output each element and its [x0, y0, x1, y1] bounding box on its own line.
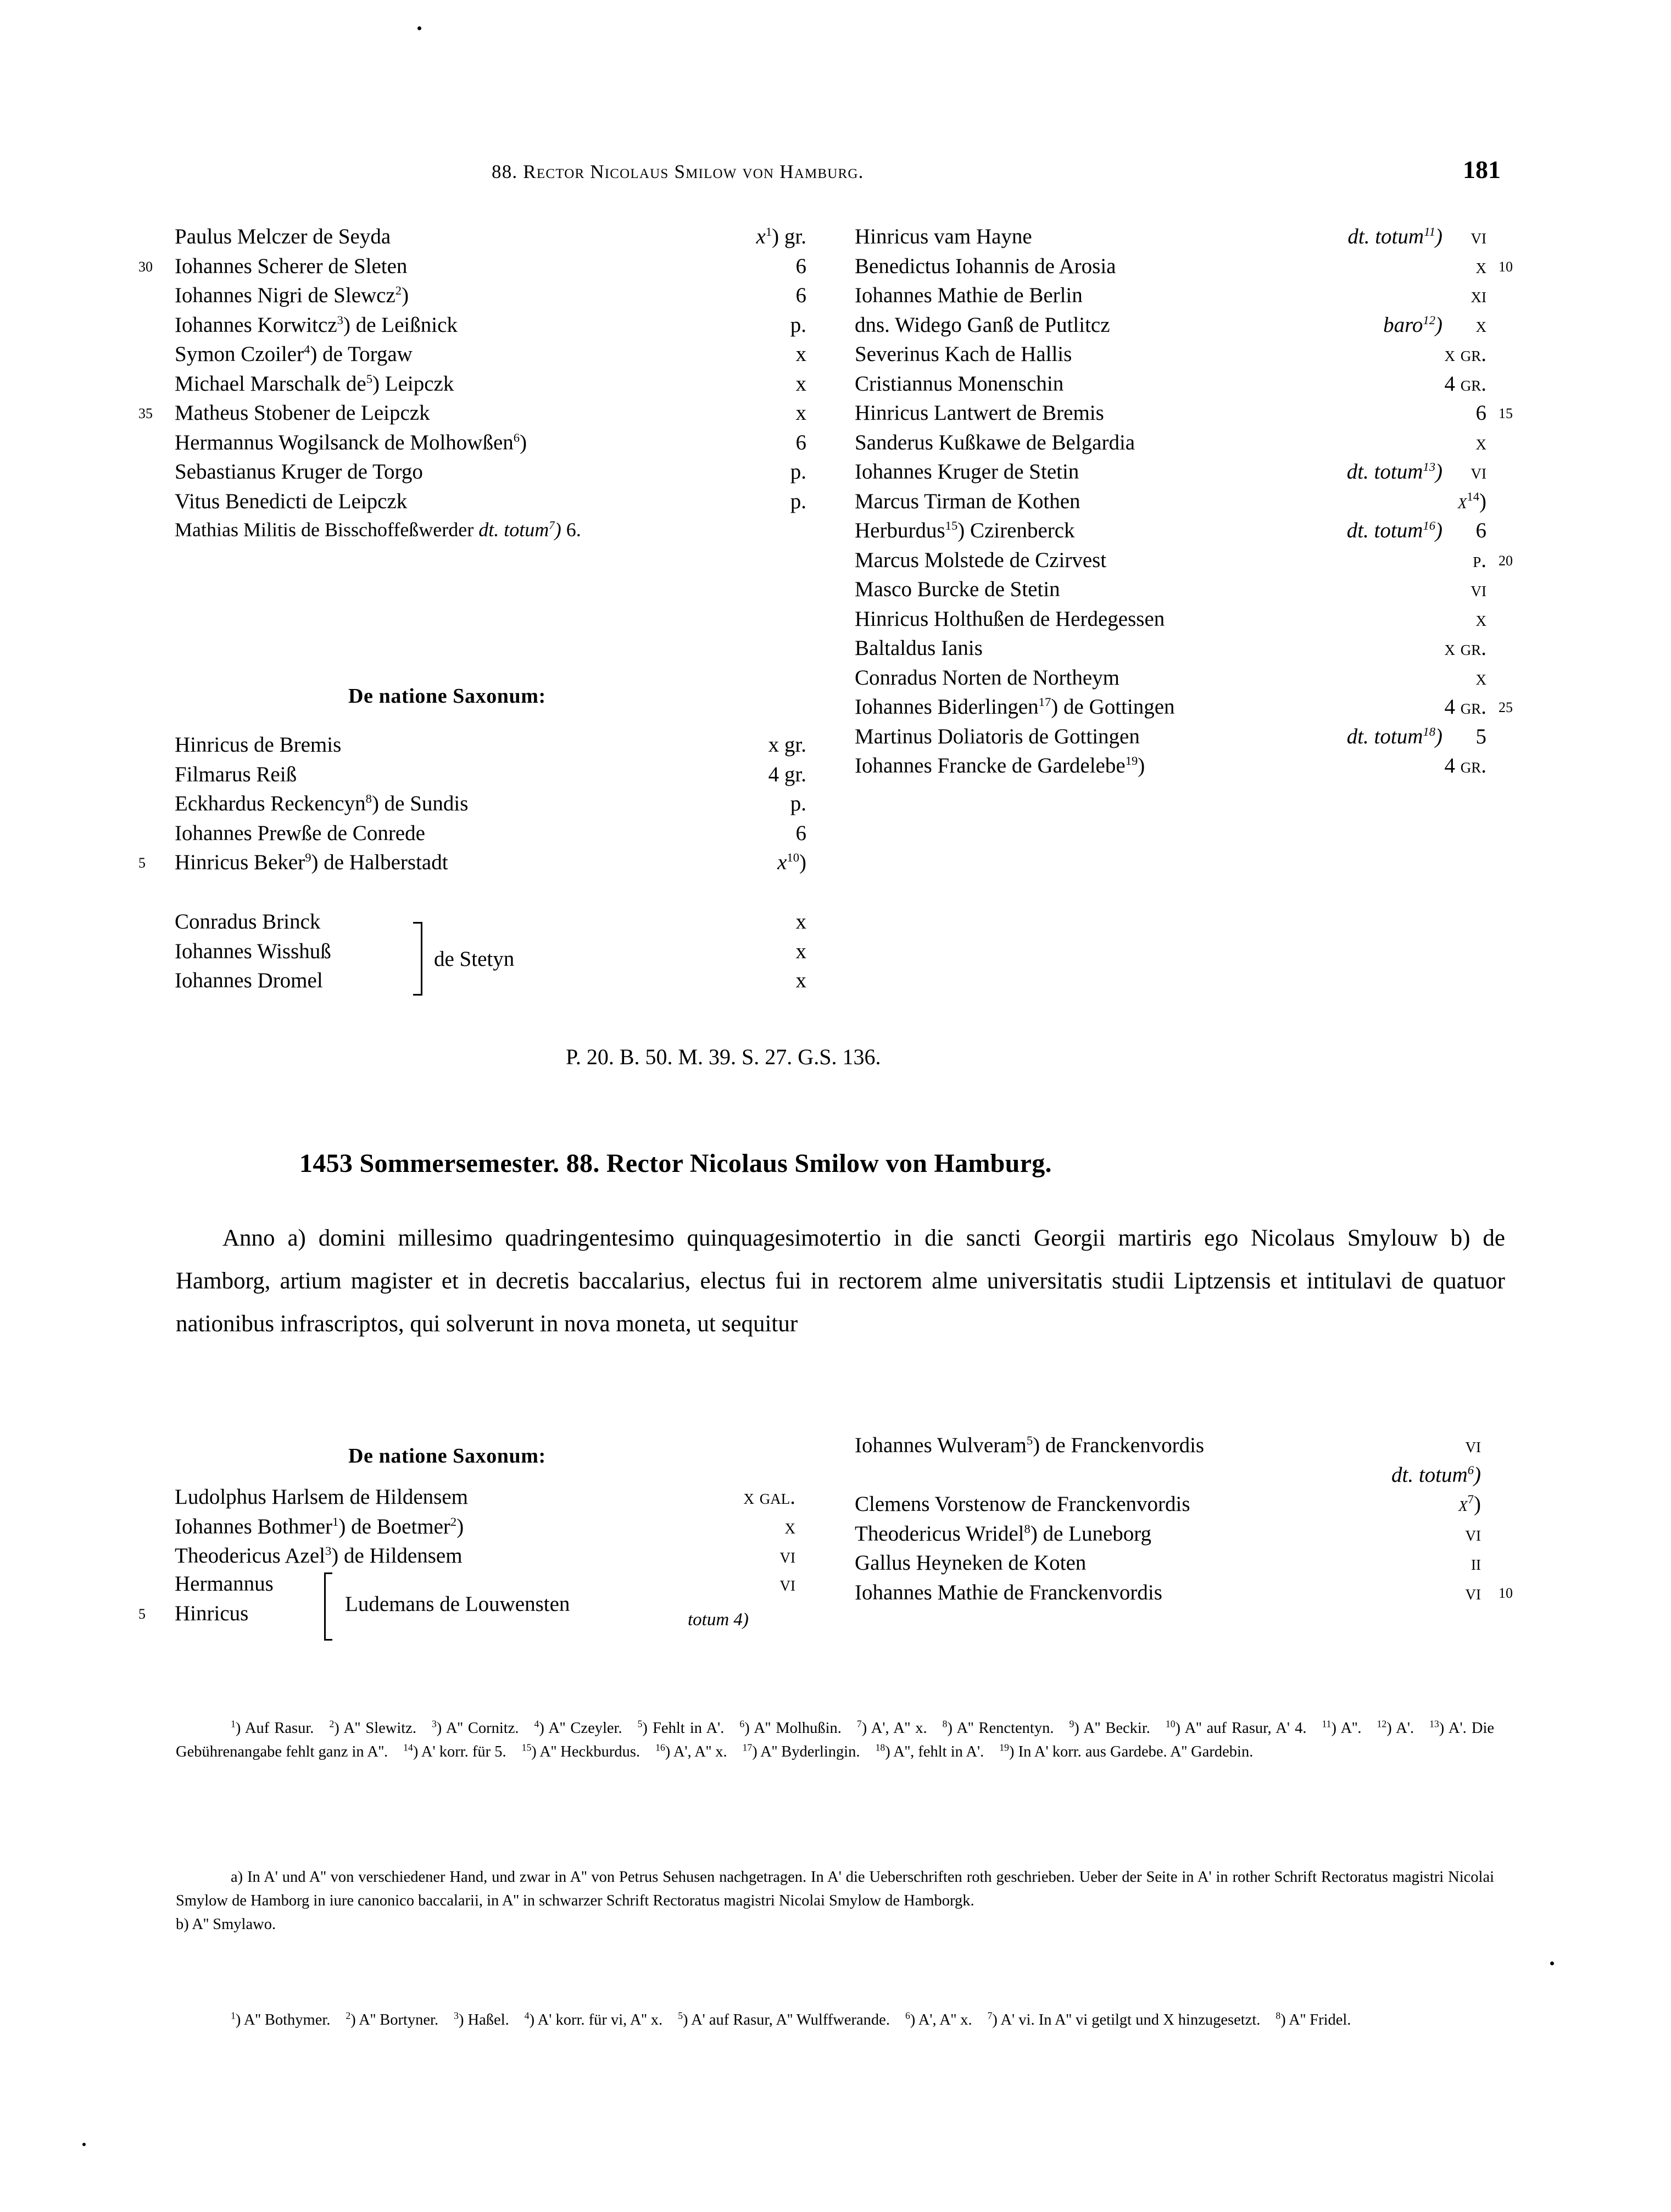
section-title: 1453 Sommersemester. 88. Rector Nicolaus Smilow von Hamburg.: [299, 1149, 1052, 1178]
footnotes-alphabetic: [176, 1865, 1494, 1936]
footnote-text: A', A'' x.: [871, 1720, 927, 1737]
entry-name: Benedictus Iohannis de Arosia: [855, 254, 1116, 278]
entry-amount: p.: [790, 313, 806, 337]
footnote-number: 12: [1377, 1718, 1387, 1730]
italic-note: dt. totum$^7$): [478, 519, 561, 541]
footnote-ref: 6: [513, 430, 520, 444]
entry-amount: 6: [795, 254, 806, 278]
entry-row: [175, 313, 823, 342]
brace-sublabel-text: totum 4): [688, 1610, 749, 1630]
entry-amount: 6: [795, 284, 806, 307]
footnote-ref: 3: [325, 1544, 332, 1558]
entry-italic-note: baro$^{12}$): [1383, 313, 1442, 337]
entry-amount: vi: [1471, 225, 1486, 248]
footnote-ref: 1: [332, 1514, 339, 1529]
scan-speck: [1550, 1961, 1554, 1965]
brace-group-label-ludemans: Ludemans de Louwensten: [345, 1592, 570, 1616]
paragraph-text: Anno a) domini millesimo quadringentesimo quinquagesimotertio in die sancti Georgii martiris ego Nicolaus Smylouw b) de Hamborg, artium magister et in decretis baccalarius, electus fui in rectorem alme universitatis studii Liptzensis et intitulavi de quatuor nationibus infrascriptos, qui solverunt in nova moneta, ut sequitur: [176, 1225, 1505, 1337]
entry-row: [855, 1580, 1519, 1610]
entry-amount: 4 gr.: [1444, 695, 1486, 719]
line-number: 20: [1499, 552, 1513, 569]
footnote-number: 1: [231, 2010, 236, 2021]
new-section-left-column: [175, 1485, 834, 1573]
entry-name: Iohannes Dromel: [175, 969, 323, 992]
footnote-number: 10: [1165, 1718, 1176, 1730]
entry-row: [175, 732, 823, 762]
footnote-ref: 7: [549, 519, 555, 532]
footnote-ref: 8: [365, 792, 372, 805]
entry-amount: x: [1475, 313, 1486, 337]
line-number: 10: [1499, 258, 1513, 275]
entry-row: [855, 724, 1519, 754]
entry-name: Clemens Vorstenow de Franckenvordis: [855, 1492, 1190, 1516]
entry-row: [175, 762, 823, 792]
footnote-text: A' vi. In A'' vi getilgt und X hinzugesetzt.: [1000, 2011, 1261, 2028]
entry-name: Eckhardus Reckencyn$^8$) de Sundis: [175, 792, 469, 815]
footnote-ref: 15: [945, 519, 958, 532]
entry-name: Gallus Heyneken de Koten: [855, 1551, 1087, 1575]
footnote-text: A'' Slewitz.: [343, 1720, 416, 1737]
entry-name: Hinricus de Bremis: [175, 733, 342, 757]
footnote-text: A'' Heckburdus.: [539, 1743, 640, 1760]
entry-name: Hinricus Lantwert de Bremis: [855, 401, 1104, 425]
entry-italic-note: dt. totum$^{13}$): [1346, 460, 1442, 483]
entry-amount: vi: [1471, 460, 1486, 483]
entry-amount: x gr.: [1444, 636, 1486, 660]
entry-name: Severinus Kach de Hallis: [855, 342, 1072, 366]
footnote-number: b): [176, 1916, 189, 1933]
entry-row: [855, 694, 1519, 724]
footnote-ref: 3: [337, 313, 343, 327]
entry-amount: 4 gr.: [1444, 754, 1486, 777]
footnote-number: 19: [999, 1742, 1009, 1753]
entry-row: [175, 430, 823, 460]
entry-row: [855, 753, 1519, 783]
entry-name: Iohannes Prewße de Conrede: [175, 821, 425, 845]
entry-name: Symon Czoiler$^4$) de Torgaw: [175, 342, 413, 366]
entry-amount: vi: [779, 1572, 795, 1596]
saxonum-heading-new: De natione Saxonum:: [348, 1444, 546, 1468]
running-head: [165, 155, 1511, 184]
footnote-text: A'', fehlt in A'.: [893, 1743, 984, 1760]
entry-row: [175, 791, 823, 821]
entry-row: [855, 1521, 1519, 1551]
footnote-number: 2: [346, 2010, 351, 2021]
entry-row: [175, 1485, 834, 1514]
entry-amount: p.: [790, 489, 806, 513]
section-summary: P. 20. B. 50. M. 39. S. 27. G.S. 136.: [566, 1044, 881, 1069]
entry-name: Iohannes Nigri de Slewcz$^2$): [175, 284, 409, 307]
entry-amount: x: [784, 1514, 795, 1538]
footnote-text: A' auf Rasur, A'' Wulffwerande.: [691, 2011, 890, 2028]
entry-amount: x: [1475, 607, 1486, 631]
saxonum-heading-previous: De natione Saxonum:: [348, 685, 546, 708]
entry-amount: 6: [1475, 519, 1486, 542]
entry-row: [855, 607, 1519, 636]
entry-amount: x gr.: [1444, 342, 1486, 366]
entry-amount: vi: [1465, 1521, 1481, 1546]
entry-row: [855, 518, 1519, 548]
footnote-text: A'' Beckir.: [1083, 1720, 1150, 1737]
entry-name: Martinus Doliatoris de Gottingen: [855, 724, 1140, 748]
entry-amount: p.: [790, 460, 806, 483]
footnote-ref: 14: [1467, 489, 1479, 503]
entry-row: [175, 1543, 834, 1573]
entry-amount: 4 gr.: [1444, 371, 1486, 396]
line-number: 15: [1499, 405, 1513, 421]
entry-name: Iohannes Wulveram$^5$) de Franckenvordis: [855, 1433, 1205, 1457]
entry-amount: $x^{14}$): [1457, 489, 1486, 513]
footnote-text: A'' Czeyler.: [548, 1720, 622, 1737]
entry-row: [175, 518, 823, 548]
entry-name: Conradus Norten de Northeym: [855, 665, 1119, 690]
footnote-ref: 12: [1423, 313, 1435, 327]
brace-group-ludemans: [138, 1571, 834, 1630]
entry-name: Hinricus vam Hayne: [855, 225, 1032, 248]
footnote-number: 1: [231, 1718, 236, 1730]
entry-row: [175, 909, 823, 939]
footnote-number: 7: [987, 2010, 993, 2021]
entry-name: Iohannes Scherer de Sleten: [175, 254, 408, 278]
footnote-text: A''.: [1340, 1720, 1362, 1737]
entry-name: Paulus Melczer de Seyda: [175, 225, 391, 248]
entry-row: [175, 968, 823, 998]
scan-speck: [417, 26, 421, 30]
entry-name: Cristiannus Monenschin: [855, 371, 1064, 396]
scan-speck: [82, 2143, 86, 2146]
entry-name: Iohannes Mathie de Berlin: [855, 284, 1083, 307]
brace-group-label: de Stetyn: [434, 947, 515, 971]
roman-x: x: [1458, 1492, 1468, 1516]
entry-amount: vi: [1471, 577, 1486, 601]
footnote-number: 4: [524, 2010, 530, 2021]
entry-name: Marcus Tirman de Kothen: [855, 489, 1080, 513]
entry-row: [175, 283, 823, 313]
entry-row: [138, 1601, 834, 1631]
footnote-number: 13: [1429, 1718, 1439, 1730]
entry-name: Michael Marschalk $de^5$) Leipczk: [175, 371, 454, 396]
footnote-ref: 19: [1125, 754, 1138, 768]
entry-italic-note: dt. totum$^{18}$): [1346, 724, 1442, 748]
line-number: 10: [1499, 1585, 1513, 1601]
entry-row: [138, 850, 823, 880]
footnote-number: 8: [942, 1718, 948, 1730]
footnote-number: a): [231, 1869, 243, 1886]
entry-amount: 4 gr.: [768, 762, 806, 786]
footnote-ref: 5: [1026, 1433, 1033, 1447]
footnote-text: In A' korr. aus Gardebe. A'' Gardebin.: [1018, 1743, 1254, 1760]
entry-row: [175, 1514, 834, 1544]
footnote-text: A'.: [1396, 1720, 1414, 1737]
entry-row: [138, 254, 823, 284]
line-number: 25: [1499, 699, 1513, 715]
entry-name: dns. Widego Ganß de Putlitcz: [855, 313, 1110, 337]
footnote-number: 3: [454, 2010, 459, 2021]
entry-row: [138, 401, 823, 430]
roman-x: x: [756, 225, 766, 248]
entry-amount: x gr.: [768, 733, 806, 757]
entry-amount: x gal.: [743, 1485, 795, 1509]
entry-name: Iohannes Bothmer$^1$) de Boetmer$^2$): [175, 1514, 464, 1538]
footnote-ref: 1: [765, 225, 772, 238]
footnotes-numeric-lower: $^1$) A'' Bothymer. $^2$) A'' Bortyner. $^3$) Haßel. $^4$) A' korr. für vi, A'' x. $^5$) A' auf Rasur, A'' Wulffwerande. $^6$) A', A'' x. $^7$) A' vi. In A'' vi getilgt und X hinzugesetzt. $^8$) A'' Fridel.: [231, 2010, 1351, 2028]
entry-row: [855, 254, 1519, 284]
entry-row: [175, 459, 823, 489]
entry-name: Hinricus: [175, 1601, 249, 1625]
entry-row: [175, 342, 823, 371]
entry-amount: ii: [1471, 1551, 1481, 1575]
footnote-text: A', A'' x.: [918, 2011, 972, 2028]
entry-name: Vitus Benedicti de Leipczk: [175, 489, 408, 513]
brace-glyph: [413, 922, 422, 996]
footnote-number: 2: [329, 1718, 335, 1730]
entry-row: [855, 665, 1519, 695]
footnote-ref: 6: [1467, 1463, 1474, 1477]
previous-section-saxon-list: [138, 732, 823, 880]
entry-name: Hinricus Holthußen de Herdegessen: [855, 607, 1165, 631]
footnote-ref: 2: [395, 284, 402, 297]
entry-row: [855, 342, 1519, 371]
entry-name: Matheus Stobener de Leipczk: [175, 401, 430, 425]
entry-amount: $x^1$) gr.: [756, 225, 806, 248]
footnote-number: 16: [655, 1742, 665, 1753]
footnote-ref: 8: [1024, 1521, 1031, 1536]
footnote-number: 4: [534, 1718, 539, 1730]
roman-x: x: [1457, 489, 1467, 513]
footnote-number: 14: [403, 1742, 413, 1753]
entry-amount: $x^{10}$): [777, 851, 806, 874]
footnote-text: A'' Byderlingin.: [760, 1743, 860, 1760]
entry-row: [855, 283, 1519, 313]
entry-row: [855, 459, 1519, 489]
entry-continuation: [855, 1463, 1519, 1492]
entry-name: Sebastianus Kruger de Torgo: [175, 460, 423, 483]
section-body-text: [176, 1217, 1505, 1346]
entry-name: Iohannes Francke de Gardelebe$^{19}$): [855, 754, 1145, 777]
entry-name: Sanderus Kußkawe de Belgardia: [855, 430, 1135, 454]
footnote-text: A'' Renctentyn.: [956, 1720, 1054, 1737]
new-section-right-column: [855, 1433, 1519, 1609]
entry-amount: x: [795, 371, 806, 396]
entry-amount: x: [1475, 430, 1486, 454]
footnote-ref: 11: [1424, 225, 1435, 238]
entry-amount: vi: [1465, 1433, 1481, 1457]
entry-name: Iohannes Wisshuß: [175, 939, 331, 963]
footnote-ref: 9: [305, 851, 311, 864]
footnote-ref: 5: [366, 371, 373, 386]
footnote-number: 3: [431, 1718, 437, 1730]
entry-name: Herburdus$^{15}$) Czirenberck: [855, 519, 1075, 542]
entry-row: [855, 1550, 1519, 1580]
entry-amount: x: [1475, 665, 1486, 690]
footnote-number: 6: [739, 1718, 745, 1730]
entry-row: [175, 1571, 834, 1601]
entry-amount: 6: [795, 430, 806, 454]
entry-italic-note: dt. totum$^{11}$): [1347, 225, 1442, 248]
footnote-number: 5: [678, 2010, 683, 2021]
footnote-number: 11: [1322, 1718, 1332, 1730]
page-number: 181: [1463, 155, 1501, 184]
entry-name: Masco Burcke de Stetin: [855, 577, 1060, 601]
entry-amount: x: [1475, 254, 1486, 278]
entry-amount: x: [795, 342, 806, 366]
entry-name: Conradus Brinck: [175, 910, 321, 933]
entry-name: Ludolphus Harlsem de Hildensem: [175, 1485, 468, 1509]
footnote-number: 5: [637, 1718, 643, 1730]
entry-row: [855, 489, 1519, 519]
entry-name: Hermannus Wogilsanck de Molhowßen$^6$): [175, 430, 527, 454]
entry-row: [175, 821, 823, 851]
entry-amount: 6: [1475, 401, 1486, 425]
footnote-text: A'' Bothymer.: [243, 2011, 331, 2028]
line-number: 5: [138, 1605, 146, 1622]
entry-amount: x: [795, 910, 806, 933]
footnote-number: 8: [1275, 2010, 1281, 2021]
footnote-text: A', A'' x.: [673, 1743, 727, 1760]
footnote-ref: 10: [787, 851, 799, 864]
footnote-ref: 17: [1038, 695, 1051, 709]
footnote-ref: 4: [304, 342, 310, 356]
entry-name: Theodericus Wridel$^8$) de Luneborg: [855, 1521, 1152, 1546]
entry-italic-note: dt. totum$^6$): [1391, 1463, 1481, 1487]
entry-row: [855, 636, 1519, 665]
line-number: 35: [138, 405, 153, 421]
entry-row: [855, 548, 1519, 577]
footnote-number: 17: [742, 1742, 753, 1753]
line-number: 30: [138, 258, 153, 275]
footnote-text: Auf Rasur.: [244, 1720, 314, 1737]
entry-row: [175, 489, 823, 519]
line-number: 5: [138, 855, 146, 871]
entry-row: [855, 1433, 1519, 1463]
entry-row: [855, 371, 1519, 401]
entry-row: [175, 371, 823, 401]
footnote-ref: 16: [1423, 519, 1435, 532]
entry-amount: $x^7$): [1458, 1492, 1481, 1516]
entry-amount: x: [795, 939, 806, 963]
footnote-text: A' korr. für vi, A'' x.: [537, 2011, 663, 2028]
entry-name: Iohannes Biderlingen$^{17}$) de Gottingen: [855, 695, 1175, 719]
entry-row: [855, 224, 1519, 254]
footnote-text: In A' und A'' von verschiedener Hand, und zwar in A'' von Petrus Sehusen nachgetragen. In A' die Ueberschriften roth geschrieben. Ueber der Seite in A' in rother Schrift Rectoratus magistri Nicolai Smylow de Hamborg in iure canonico baccalarii, in A'' in schwarzer Schrift Rectoratus magistri Nicolai Smylow de Hamborgk.: [176, 1869, 1495, 1909]
footnote-text: Fehlt in A'.: [653, 1720, 725, 1737]
footnote-number: 9: [1069, 1718, 1074, 1730]
footnote-text: A'' Cornitz.: [445, 1720, 519, 1737]
footnotes-numeric-upper: $^1$) Auf Rasur. $^2$) A'' Slewitz. $^3$) A'' Cornitz. $^4$) A'' Czeyler. $^5$) Fehlt in A'. $^6$) A'' Molhußin. $^7$) A', A'' x. $^8$) A'' Renctentyn. $^9$) A'' Beckir. $^{10}$) A'' auf Rasur, A' 4. $^{11}$) A''. $^{12}$) A'. $^{13}$) A'. Die Gebührenangabe fehlt ganz in A''. $^{14}$) A' korr. für 5. $^{15}$) A'' Heckburdus. $^{16}$) A', A'' x. $^{17}$) A'' Byderlingin. $^{18}$) A'', fehlt in A'. $^{19}$) In A' korr. aus Gardebe. A'' Gardebin.: [176, 1718, 1495, 1760]
entry-amount: x: [795, 969, 806, 992]
entry-amount: 6: [795, 821, 806, 845]
entry-name: Hinricus Beker$^9$) de Halberstadt: [175, 851, 448, 874]
entry-name: Baltaldus Ianis: [855, 636, 983, 660]
entry-italic-note: dt. totum$^{16}$): [1346, 519, 1442, 542]
entry-name: Iohannes Korwitcz$^3$) de Leißnick: [175, 313, 458, 337]
entry-row: [855, 401, 1519, 430]
footnote-text: A' korr. für 5.: [421, 1743, 506, 1760]
footnote-text: Haßel.: [467, 2011, 509, 2028]
entry-amount: 5: [1475, 724, 1486, 748]
footnote-text: A'' auf Rasur, A' 4.: [1184, 1720, 1307, 1737]
footnote-number: 7: [856, 1718, 862, 1730]
entry-row: [855, 1492, 1519, 1521]
entry-amount: vi: [779, 1544, 795, 1568]
footnote-text: A'' Molhußin.: [754, 1720, 842, 1737]
entry-name: Iohannes Mathie de Franckenvordis: [855, 1580, 1162, 1604]
entry-row: [855, 313, 1519, 342]
footnote-number: 18: [875, 1742, 885, 1753]
footnote-ref: 2: [450, 1514, 457, 1529]
entry-name: Mathias Militis de Bisschoffeßwerder dt. totum$^7$) 6.: [175, 519, 581, 541]
footnote-number: 6: [905, 2010, 910, 2021]
footnote-text: A'' Bortyner.: [359, 2011, 439, 2028]
entry-name: Marcus Molstede de Czirvest: [855, 548, 1107, 572]
entry-amount: vi: [1465, 1580, 1481, 1604]
entry-name: Iohannes Kruger de Stetin: [855, 460, 1079, 483]
entry-row: [175, 224, 823, 254]
entry-amount: xi: [1471, 284, 1486, 307]
footnote-ref: 7: [1467, 1492, 1474, 1506]
footnote-text: A'' Fridel.: [1289, 2011, 1351, 2028]
running-head-title: 88. Rector Nicolaus Smilow von Hamburg.: [492, 161, 864, 182]
entry-name: Hermannus: [175, 1572, 274, 1596]
footnote-text: A'. Die Gebührenangabe fehlt ganz in A''.: [176, 1720, 1495, 1760]
footnote-text: A'' Smylawo.: [192, 1916, 276, 1933]
roman-x: x: [777, 851, 787, 874]
entry-amount: p.: [790, 792, 806, 815]
entry-row: [855, 577, 1519, 607]
entry-amount: x: [795, 401, 806, 425]
entry-amount: p.: [1473, 548, 1486, 572]
entry-name: Theodericus Azel$^3$) de Hildensem: [175, 1544, 463, 1568]
footnote-ref: 13: [1423, 460, 1435, 474]
entry-row: [855, 430, 1519, 460]
previous-section-right-column: [855, 224, 1519, 783]
previous-section-left-column: [138, 224, 823, 548]
entry-name: Filmarus Reiß: [175, 762, 297, 786]
footnote-number: 15: [521, 1742, 532, 1753]
footnote-ref: 18: [1423, 724, 1435, 738]
